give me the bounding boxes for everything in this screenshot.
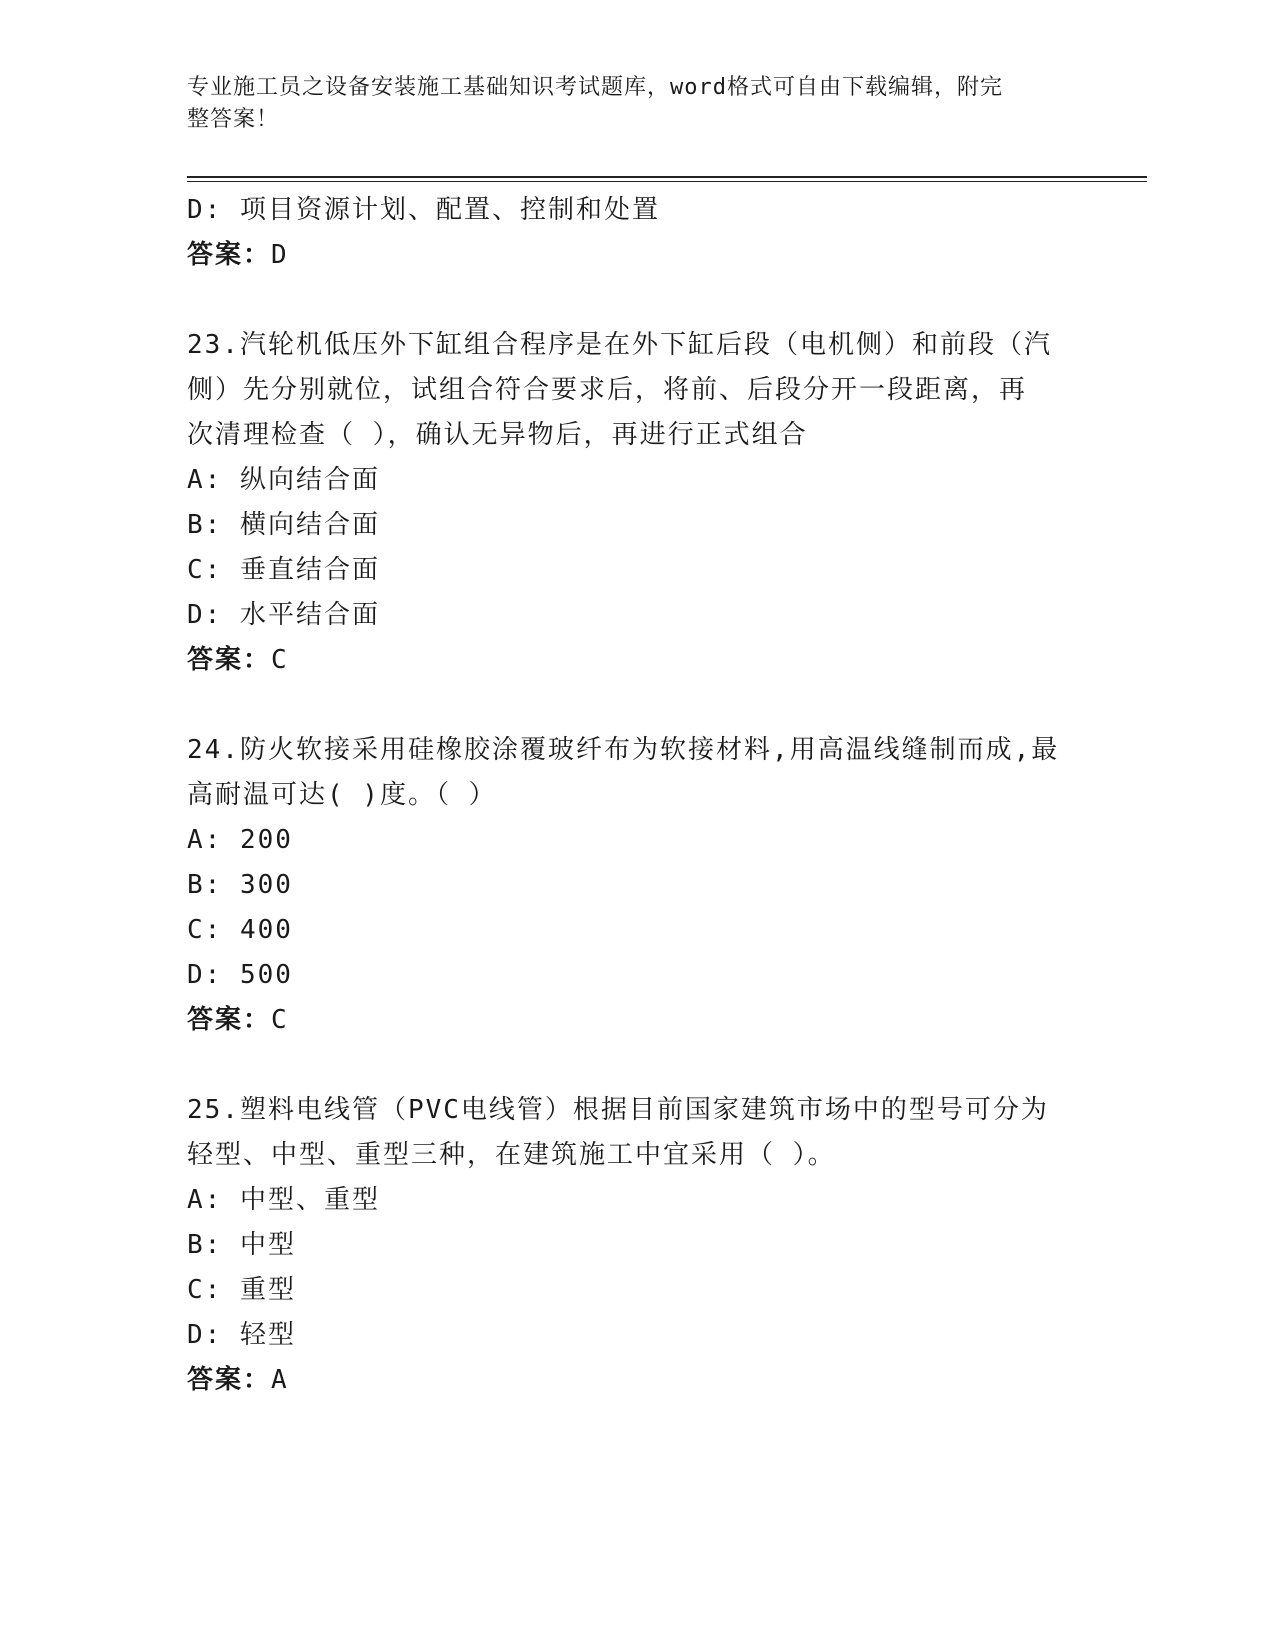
document-header bbox=[187, 72, 1067, 136]
answer-label: 答案： bbox=[187, 645, 272, 675]
option-d: D: 水平结合面 bbox=[187, 600, 380, 630]
header-line-1: 专业施工员之设备安装施工基础知识考试题库，word格式可自由下载编辑，附完 bbox=[187, 75, 1003, 100]
option-a: A: 中型、重型 bbox=[187, 1185, 380, 1215]
option-a: A: 纵向结合面 bbox=[187, 465, 380, 495]
stem-line: 25.塑料电线管（PVC电线管）根据目前国家建筑市场中的型号可分为 bbox=[187, 1095, 1049, 1125]
stem-line: 高耐温可达( )度。（ ） bbox=[187, 780, 497, 810]
option-d: D: 500 bbox=[187, 960, 293, 990]
stem-line: 侧）先分别就位，试组合符合要求后，将前、后段分开一段距离，再 bbox=[187, 375, 1028, 405]
answer-value: C bbox=[271, 645, 288, 675]
option-a: A: 200 bbox=[187, 825, 293, 855]
question-23 bbox=[187, 323, 1067, 683]
question-stem bbox=[187, 323, 1067, 458]
answer-value: C bbox=[271, 1005, 288, 1035]
answer-value: D bbox=[271, 240, 288, 270]
option-b: B: 中型 bbox=[187, 1230, 296, 1260]
stem-line: 23.汽轮机低压外下缸组合程序是在外下缸后段（电机侧）和前段（汽 bbox=[187, 330, 1052, 360]
question-22-fragment bbox=[187, 188, 1067, 278]
question-stem bbox=[187, 728, 1067, 818]
answer-line bbox=[187, 1358, 1067, 1403]
answer-label: 答案： bbox=[187, 1005, 272, 1035]
header-divider-thin bbox=[187, 181, 1147, 182]
answer-label: 答案： bbox=[187, 1365, 272, 1395]
question-24 bbox=[187, 728, 1067, 1043]
answer-label: 答案： bbox=[187, 240, 272, 270]
option-c: C: 400 bbox=[187, 915, 293, 945]
option-c: C: 重型 bbox=[187, 1275, 296, 1305]
answer-line bbox=[187, 233, 1067, 278]
header-line-2: 整答案！ bbox=[187, 107, 280, 132]
option-b: B: 横向结合面 bbox=[187, 510, 380, 540]
question-25 bbox=[187, 1088, 1067, 1403]
answer-line bbox=[187, 638, 1067, 683]
answer-value: A bbox=[271, 1365, 288, 1395]
option-c: C: 垂直结合面 bbox=[187, 555, 380, 585]
stem-line: 次清理检查（ ），确认无异物后，再进行正式组合 bbox=[187, 420, 808, 450]
question-stem bbox=[187, 1088, 1067, 1178]
question-list bbox=[187, 188, 1067, 1403]
option-d: D: 项目资源计划、配置、控制和处置 bbox=[187, 195, 660, 225]
option-b: B: 300 bbox=[187, 870, 293, 900]
stem-line: 24.防火软接采用硅橡胶涂覆玻纤布为软接材料,用高温线缝制而成,最 bbox=[187, 735, 1060, 765]
answer-line bbox=[187, 998, 1067, 1043]
stem-line: 轻型、中型、重型三种，在建筑施工中宜采用（ ）。 bbox=[187, 1140, 836, 1170]
option-d: D: 轻型 bbox=[187, 1320, 296, 1350]
header-divider-thick bbox=[187, 176, 1147, 178]
